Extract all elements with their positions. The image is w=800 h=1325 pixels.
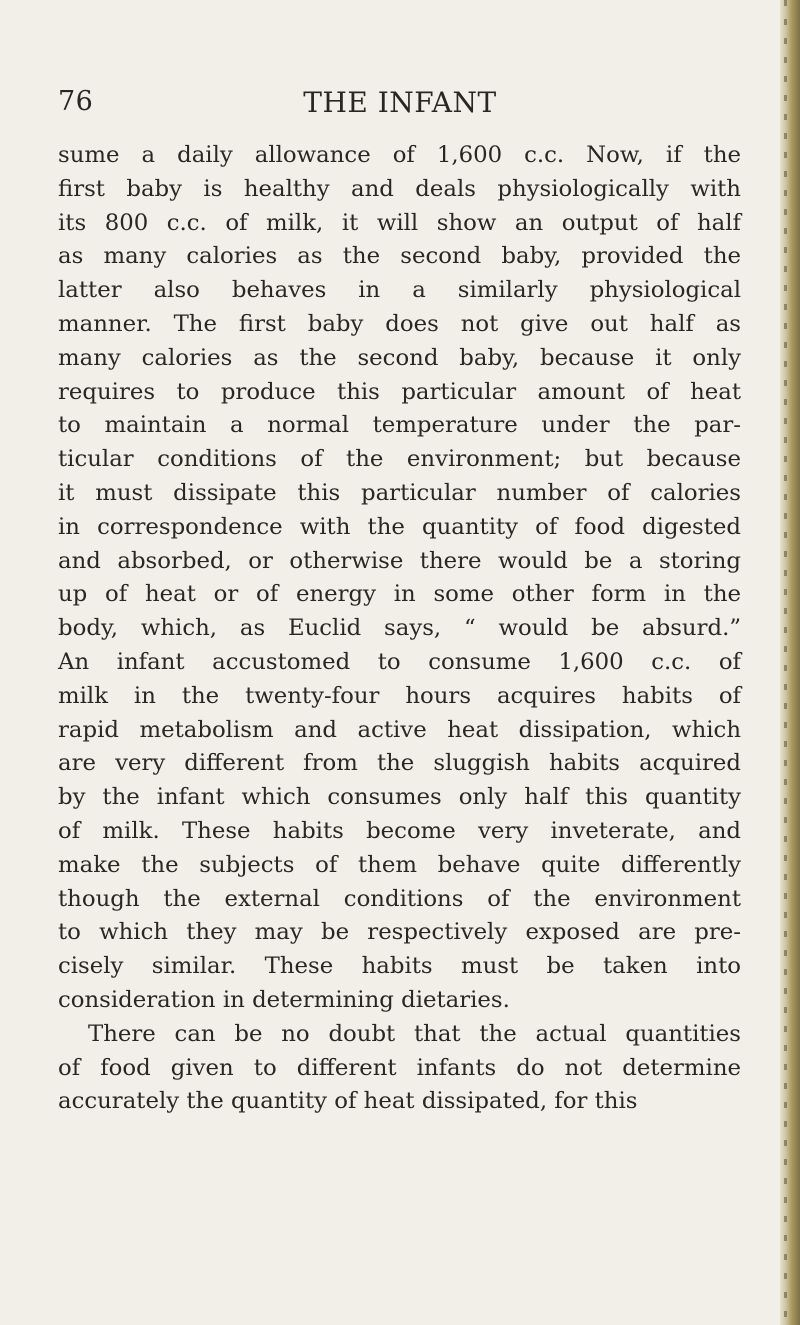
text-line: rapid metabolism and active heat dissipation, which bbox=[58, 716, 741, 743]
text-line: There can be no doubt that the actual quantities bbox=[88, 1020, 741, 1047]
text-line: first baby is healthy and deals physiologically with bbox=[58, 175, 741, 202]
text-line: of food given to different infants do not determine bbox=[58, 1054, 741, 1081]
page-number: 76 bbox=[58, 86, 94, 117]
text-line: its 800 c.c. of milk, it will show an output of half bbox=[58, 209, 741, 236]
text-line: though the external conditions of the environment bbox=[58, 885, 741, 912]
text-line: milk in the twenty-four hours acquires habits of bbox=[58, 682, 741, 709]
text-line: An infant accustomed to consume 1,600 c.c. of bbox=[58, 648, 741, 675]
text-line: consideration in determining dietaries. bbox=[58, 986, 510, 1013]
running-head: THE INFANT bbox=[303, 86, 497, 119]
text-line: sume a daily allowance of 1,600 c.c. Now, if the bbox=[58, 142, 741, 168]
text-line: requires to produce this particular amount of heat bbox=[58, 378, 741, 405]
body-text bbox=[58, 139, 741, 1119]
text-line: body, which, as Euclid says, “ would be absurd.” bbox=[58, 615, 741, 642]
text-line: are very different from the sluggish habits acquired bbox=[58, 750, 741, 777]
text-line: in correspondence with the quantity of food digested bbox=[58, 513, 741, 540]
text-line: accurately the quantity of heat dissipated, for this bbox=[58, 1088, 638, 1115]
text-line: many calories as the second baby, because it only bbox=[58, 344, 741, 371]
paragraph bbox=[58, 1018, 741, 1119]
text-line: of milk. These habits become very inveterate, and bbox=[58, 817, 741, 844]
text-line: ticular conditions of the environment; but because bbox=[58, 446, 741, 473]
page-header bbox=[0, 86, 800, 126]
text-line: make the subjects of them behave quite differently bbox=[58, 851, 741, 878]
page-edge bbox=[780, 0, 800, 1325]
paragraph bbox=[58, 139, 741, 1018]
text-line: manner. The first baby does not give out half as bbox=[58, 310, 741, 337]
text-line: latter also behaves in a similarly physiological bbox=[58, 277, 741, 304]
text-line: and absorbed, or otherwise there would be a storing bbox=[58, 547, 741, 574]
text-line: it must dissipate this particular number of calories bbox=[58, 479, 741, 506]
text-line: to which they may be respectively exposed are pre- bbox=[58, 919, 741, 946]
text-line: as many calories as the second baby, provided the bbox=[58, 243, 741, 270]
text-line: up of heat or of energy in some other form in the bbox=[58, 581, 741, 608]
text-line: to maintain a normal temperature under the par- bbox=[58, 412, 741, 439]
text-line: by the infant which consumes only half this quantity bbox=[58, 784, 741, 811]
text-line: cisely similar. These habits must be taken into bbox=[58, 953, 741, 980]
